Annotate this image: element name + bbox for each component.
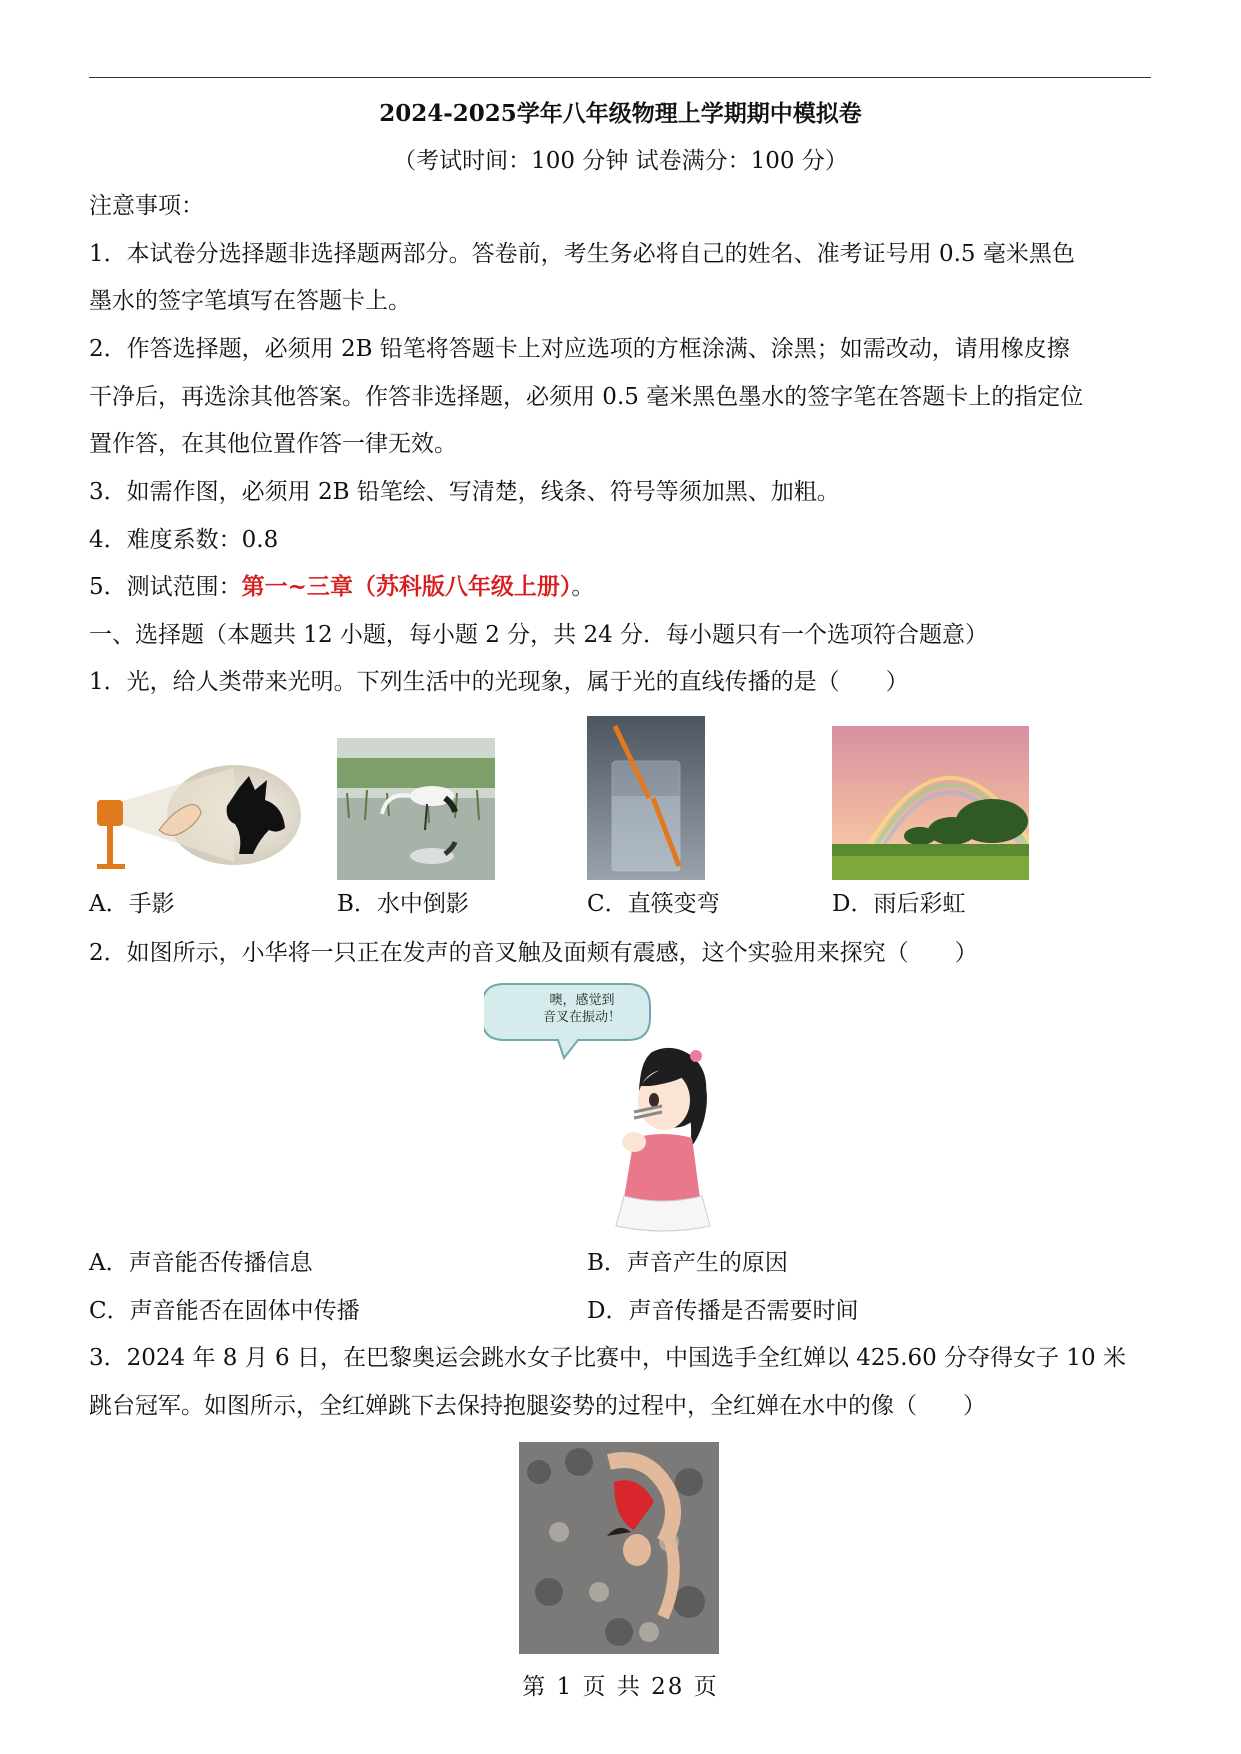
page-title: 2024-2025学年八年级物理上学期期中模拟卷 bbox=[379, 100, 862, 127]
bent-chopstick-image bbox=[587, 716, 705, 880]
question-3-stem-line-1: 3．2024 年 8 月 6 日，在巴黎奥运会跳水女子比赛中，中国选手全红婵以 425.60 分夺得女子 10 米 bbox=[89, 1345, 1126, 1371]
speech-bubble-line-2: 音叉在振动！ bbox=[542, 1010, 621, 1025]
note-4: 4．难度系数：0.8 bbox=[89, 527, 279, 553]
girl-tuning-fork-illustration bbox=[484, 982, 754, 1232]
question-1-stem: 1．光，给人类带来光明。下列生活中的光现象，属于光的直线传播的是（ ） bbox=[89, 669, 909, 695]
crane-reflection-image bbox=[337, 738, 495, 880]
diver-photo bbox=[519, 1442, 719, 1654]
header-rule bbox=[89, 77, 1151, 78]
question-1-option-d: D．雨后彩虹 bbox=[832, 891, 966, 917]
question-3-stem-line-2: 跳台冠军。如图所示，全红婵跳下去保持抱腿姿势的过程中，全红婵在水中的像（ ） bbox=[89, 1393, 986, 1419]
note-1-line-1: 1．本试卷分选择题非选择题两部分。答卷前，考生务必将自己的姓名、准考证号用 0.5 毫米黑色 bbox=[89, 241, 1075, 267]
question-2-option-d: D．声音传播是否需要时间 bbox=[587, 1298, 859, 1324]
note-2-line-3: 置作答，在其他位置作答一律无效。 bbox=[89, 431, 457, 457]
question-2-option-c: C．声音能否在固体中传播 bbox=[89, 1298, 360, 1324]
exam-info: （考试时间：100 分钟 试卷满分：100 分） bbox=[393, 148, 848, 174]
question-1-option-a: A．手影 bbox=[89, 891, 175, 917]
question-2-option-b: B．声音产生的原因 bbox=[587, 1250, 788, 1276]
section-heading: 一、选择题（本题共 12 小题，每小题 2 分，共 24 分．每小题只有一个选项符合题意） bbox=[89, 622, 989, 648]
note-5-prefix: 5．测试范围： bbox=[89, 574, 242, 600]
note-5 bbox=[89, 571, 594, 603]
question-2-stem: 2．如图所示，小华将一只正在发声的音叉触及面颊有震感，这个实验用来探究（ ） bbox=[89, 940, 978, 966]
question-2-option-a: A．声音能否传播信息 bbox=[89, 1250, 313, 1276]
rainbow-image bbox=[832, 726, 1029, 880]
question-1-option-c: C．直筷变弯 bbox=[587, 891, 720, 917]
note-2-line-1: 2．作答选择题，必须用 2B 铅笔将答题卡上对应选项的方框涂满、涂黑；如需改动，请用橡皮擦 bbox=[89, 336, 1070, 362]
page-footer: 第 1 页 共 28 页 bbox=[522, 1674, 719, 1700]
speech-bubble-line-1: 噢，感觉到 bbox=[549, 993, 615, 1008]
hand-shadow-image bbox=[89, 760, 301, 880]
note-1-line-2: 墨水的签字笔填写在答题卡上。 bbox=[89, 288, 411, 314]
question-1-option-b: B．水中倒影 bbox=[337, 891, 469, 917]
notes-heading: 注意事项： bbox=[89, 193, 204, 219]
note-5-suffix: 。 bbox=[571, 574, 595, 600]
test-scope: 第一~三章（苏科版八年级上册） bbox=[241, 573, 572, 600]
note-2-line-2: 干净后，再选涂其他答案。作答非选择题，必须用 0.5 毫米黑色墨水的签字笔在答题卡上的指定位 bbox=[89, 384, 1084, 410]
note-3: 3．如需作图，必须用 2B 铅笔绘、写清楚，线条、符号等须加黑、加粗。 bbox=[89, 479, 840, 505]
